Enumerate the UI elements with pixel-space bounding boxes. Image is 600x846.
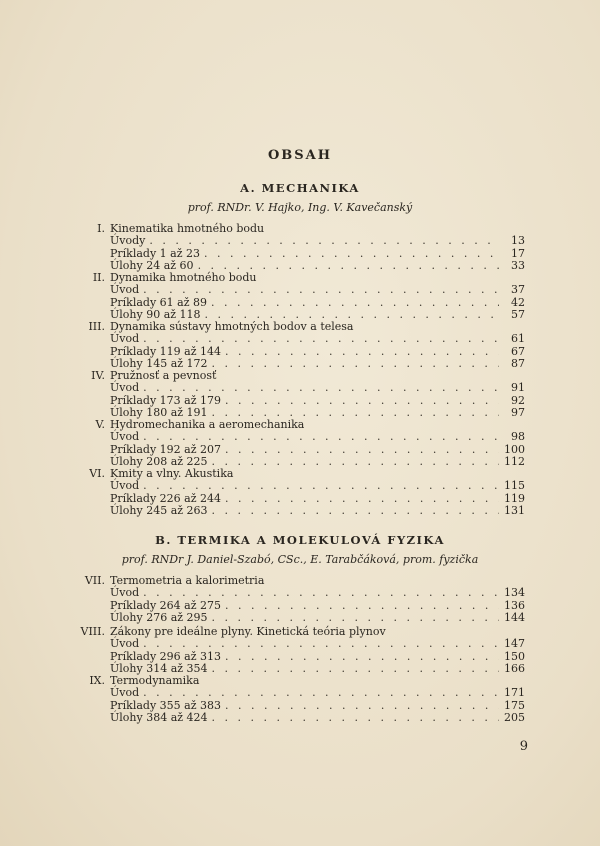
dot-leader	[212, 505, 499, 517]
toc-entry	[110, 235, 525, 247]
chapter-number: VIII.	[80, 625, 105, 638]
dot-leader	[143, 638, 499, 650]
toc-entry	[110, 687, 525, 699]
entry-page: 13	[511, 234, 525, 248]
toc-entry	[110, 638, 525, 650]
entry-label: Úvod	[110, 430, 140, 444]
chapter-1	[75, 223, 525, 273]
entry-label: Príklady 61 až 89	[110, 295, 208, 309]
entry-label: Úlohy 245 až 263	[110, 504, 208, 518]
dot-leader	[225, 651, 499, 663]
entry-label: Príklady 296 až 313	[110, 649, 222, 663]
entry-page: 100	[504, 442, 525, 456]
entry-page: 87	[511, 357, 525, 371]
entry-page: 17	[511, 246, 525, 260]
chapter-number: I.	[97, 222, 105, 235]
entry-label: Úlohy 208 až 225	[110, 455, 208, 469]
chapter-7	[75, 575, 525, 625]
entry-page: 205	[504, 711, 525, 725]
entry-label: Úvod	[110, 332, 140, 346]
chapter-number: VII.	[84, 574, 105, 587]
dot-leader	[212, 612, 499, 624]
chapter-number: IV.	[91, 369, 105, 382]
entry-label: Príklady 119 až 144	[110, 344, 222, 358]
dot-leader	[225, 395, 499, 407]
entry-page: 115	[504, 479, 525, 493]
entry-label: Príklady 355 až 383	[110, 698, 222, 712]
entry-page: 171	[504, 686, 525, 700]
chapter-title: Kmity a vlny. Akustika	[110, 467, 234, 480]
chapter-title: Hydromechanika a aeromechanika	[110, 418, 305, 431]
dot-leader	[204, 248, 499, 260]
dot-leader	[211, 297, 499, 309]
entry-label: Úvod	[110, 686, 140, 700]
entry-label: Príklady 173 až 179	[110, 393, 222, 407]
chapter-5	[75, 419, 525, 469]
dot-leader	[143, 431, 499, 443]
toc-entry	[110, 712, 525, 724]
entry-page: 98	[511, 430, 525, 444]
entry-label: Úlohy 314 až 354	[110, 662, 208, 676]
section-authors-b: prof. RNDr J. Daniel-Szabó, CSc., E. Tarabčáková, prom. fyzička	[121, 553, 479, 566]
chapter-4	[75, 370, 525, 420]
entry-label: Príklady 264 až 275	[110, 598, 222, 612]
chapter-title: Dynamika sústavy hmotných bodov a telesa	[110, 320, 354, 333]
entry-page: 97	[511, 406, 525, 420]
dot-leader	[212, 663, 499, 675]
section-authors-a: prof. RNDr. V. Hajko, Ing. V. Kavečanský	[187, 201, 413, 214]
dot-leader	[143, 587, 499, 599]
entry-page: 119	[504, 491, 525, 505]
entry-label: Úvod	[110, 586, 140, 600]
entry-label: Úvod	[110, 637, 140, 651]
dot-leader	[143, 687, 499, 699]
toc-entry	[110, 505, 525, 517]
entry-label: Úvod	[110, 479, 140, 493]
entry-label: Úlohy 90 až 118	[110, 308, 201, 322]
toc-entry	[110, 612, 525, 624]
dot-leader	[225, 346, 499, 358]
dot-leader	[212, 712, 499, 724]
section-heading-a: A. MECHANIKA	[240, 181, 360, 195]
entry-page: 112	[504, 455, 525, 469]
entry-label: Úvod	[110, 381, 140, 395]
toc-entry	[110, 431, 525, 443]
chapter-9	[75, 675, 525, 725]
entry-label: Úvody	[110, 234, 146, 248]
entry-label: Príklady 192 až 207	[110, 442, 222, 456]
dot-leader	[225, 600, 499, 612]
chapter-number: III.	[88, 320, 105, 333]
entry-page: 92	[511, 393, 525, 407]
toc-entry	[110, 587, 525, 599]
entry-page: 131	[504, 504, 525, 518]
entry-page: 147	[504, 637, 525, 651]
toc-entry	[110, 333, 525, 345]
toc-title: OBSAH	[267, 148, 333, 163]
chapter-title: Termometria a kalorimetria	[110, 574, 265, 587]
entry-label: Úlohy 24 až 60	[110, 259, 194, 273]
entry-page: 136	[504, 598, 525, 612]
chapter-title: Termodynamika	[110, 674, 200, 687]
chapter-8	[75, 626, 525, 676]
entry-page: 42	[511, 295, 525, 309]
chapter-number: IX.	[89, 674, 105, 687]
chapter-6	[75, 468, 525, 518]
entry-label: Úlohy 384 až 424	[110, 711, 208, 725]
entry-page: 166	[504, 662, 525, 676]
chapter-title: Pružnosť a pevnosť	[110, 369, 217, 382]
toc-entry	[110, 480, 525, 492]
entry-page: 150	[504, 649, 525, 663]
page-number: 9	[519, 739, 528, 754]
dot-leader	[143, 333, 499, 345]
entry-page: 33	[511, 259, 525, 273]
toc-entry	[110, 284, 525, 296]
entry-page: 134	[504, 586, 525, 600]
section-heading-b: B. TERMIKA A MOLEKULOVÁ FYZIKA	[155, 533, 445, 547]
entry-page: 57	[511, 308, 525, 322]
chapter-2	[75, 272, 525, 322]
dot-leader	[225, 493, 499, 505]
entry-label: Úvod	[110, 283, 140, 297]
entry-page: 67	[511, 344, 525, 358]
entry-page: 61	[511, 332, 525, 346]
entry-page: 175	[504, 698, 525, 712]
entry-label: Úlohy 276 až 295	[110, 611, 208, 625]
chapter-title: Kinematika hmotného bodu	[110, 222, 265, 235]
dot-leader	[149, 235, 499, 247]
dot-leader	[143, 284, 499, 296]
dot-leader	[225, 444, 499, 456]
entry-label: Úlohy 145 až 172	[110, 357, 208, 371]
chapter-number: VI.	[89, 467, 105, 480]
chapter-number: II.	[92, 271, 105, 284]
entry-label: Príklady 226 až 244	[110, 491, 222, 505]
dot-leader	[212, 358, 499, 370]
entry-label: Príklady 1 až 23	[110, 246, 201, 260]
dot-leader	[143, 382, 499, 394]
toc-entry	[110, 382, 525, 394]
entry-label: Úlohy 180 až 191	[110, 406, 208, 420]
entry-page: 91	[511, 381, 525, 395]
chapter-title: Dynamika hmotného bodu	[110, 271, 257, 284]
dot-leader	[143, 480, 499, 492]
chapter-title: Zákony pre ideálne plyny. Kinetická teória plynov	[110, 625, 386, 638]
dot-leader	[225, 700, 499, 712]
entry-page: 37	[511, 283, 525, 297]
entry-page: 144	[504, 611, 525, 625]
chapter-3	[75, 321, 525, 371]
chapter-number: V.	[95, 418, 105, 431]
dot-leader	[212, 456, 499, 468]
